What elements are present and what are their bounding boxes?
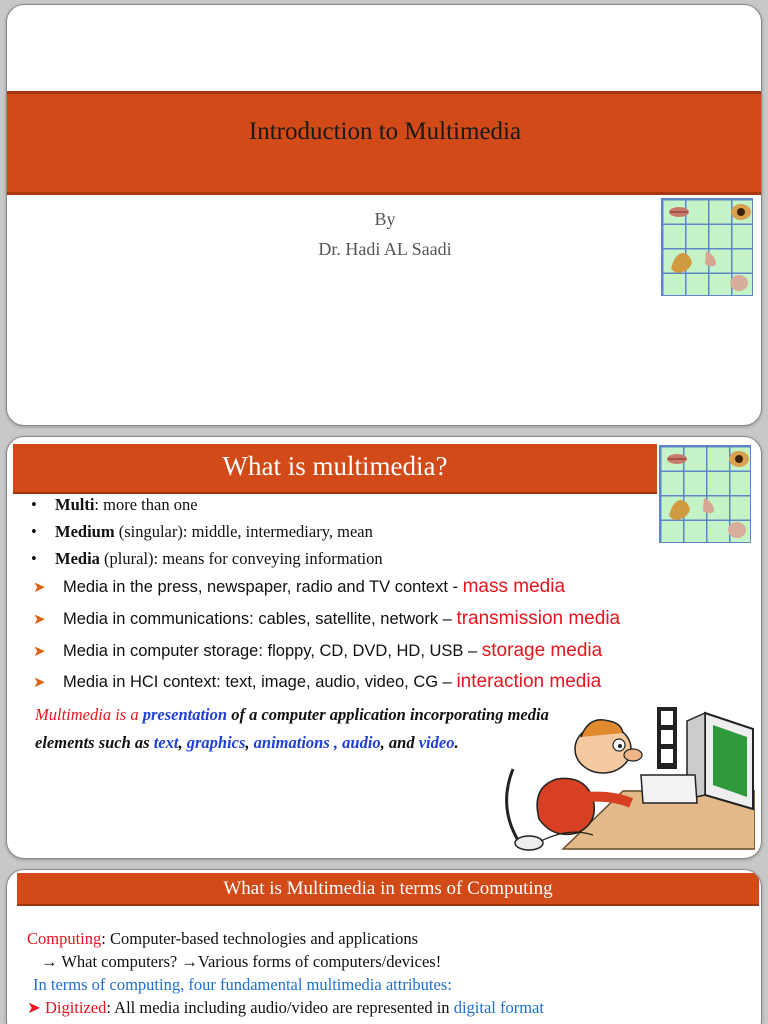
word-graphics: graphics <box>186 733 246 752</box>
word-comma: , <box>245 733 254 752</box>
slide-1-author: Dr. Hadi AL Saadi <box>318 239 452 259</box>
digitized-highlight: digital format <box>453 998 544 1017</box>
media-item-text: Media in computer storage: floppy, CD, DVD, HD, USB – <box>63 642 482 660</box>
word-comma: , <box>178 733 187 752</box>
word-period: . <box>454 733 459 752</box>
ear-icon <box>728 273 750 293</box>
bullet-text: : more than one <box>94 495 198 514</box>
media-item-hci <box>33 671 601 693</box>
slide-3-title: What is Multimedia in terms of Computing <box>223 878 553 899</box>
media-item-highlight: interaction media <box>456 671 602 692</box>
lips-icon <box>668 205 690 219</box>
computing-definition <box>27 929 418 949</box>
bullet-dot-icon: • <box>31 522 37 541</box>
arrow-icon: ➤ <box>27 998 41 1017</box>
bullet-dot-icon: • <box>31 495 37 514</box>
bullet-term: Media <box>55 549 100 568</box>
media-item-text: Media in the press, newspaper, radio and TV context - <box>63 578 463 596</box>
question-text: What computers? <box>57 952 182 971</box>
word-multimedia: Multimedia <box>35 705 112 724</box>
media-item-text: Media in HCI context: text, image, audio, video, CG – <box>63 673 457 691</box>
word-video: video <box>418 733 455 752</box>
slide-2-title: What is multimedia? <box>222 451 448 481</box>
media-item-communications <box>33 608 620 630</box>
word-text: text <box>153 733 179 752</box>
question-answer: Various forms of computers/devices! <box>197 952 442 971</box>
word-and: , and <box>380 733 419 752</box>
bullet-medium <box>31 522 373 542</box>
computing-label: Computing <box>27 929 102 948</box>
media-item-highlight: transmission media <box>456 608 621 629</box>
hand-icon <box>668 249 696 275</box>
digitized-text: : All media including audio/video are represented in <box>106 998 454 1017</box>
media-item-press <box>33 576 565 598</box>
ear-icon <box>726 520 748 540</box>
bullet-term: Medium <box>55 522 115 541</box>
bullet-media <box>31 549 383 569</box>
slide-1-by: By <box>374 209 396 229</box>
digitized-attribute <box>27 998 544 1018</box>
media-item-text: Media in communications: cables, satellite, network – <box>63 610 457 628</box>
word-animations: animations <box>253 733 330 752</box>
hand-icon <box>666 496 694 522</box>
word-presentation: presentation <box>142 705 228 724</box>
word-audio: audio <box>342 733 381 752</box>
eye-icon <box>729 200 753 222</box>
arrow-icon: ➤ <box>33 643 46 660</box>
attributes-intro <box>33 975 452 995</box>
bullet-text: (plural): means for conveying information <box>99 549 383 568</box>
arrow-icon: ➤ <box>33 579 46 596</box>
computers-question <box>41 952 441 972</box>
slide-1-title: Introduction to Multimedia <box>248 118 522 145</box>
attributes-text: In terms of computing, four fundamental multimedia attributes: <box>33 975 452 994</box>
word-comma: , <box>329 733 343 752</box>
eye-icon <box>727 447 751 469</box>
computer-user-cartoon <box>473 699 755 855</box>
media-item-highlight: storage media <box>481 640 603 661</box>
bullet-dot-icon: • <box>31 549 37 568</box>
word-mid: of a computer application incorporating media elements such as <box>35 705 549 752</box>
arrow-icon: ➤ <box>33 674 46 691</box>
media-item-highlight: mass media <box>462 576 566 597</box>
face-parts-image <box>659 445 751 543</box>
slide-1 <box>6 4 762 426</box>
right-arrow-icon: → <box>181 952 198 971</box>
slide-2 <box>6 436 762 859</box>
bullet-term: Multi <box>55 495 95 514</box>
right-arrow-icon: → <box>41 952 58 971</box>
slide-3 <box>6 869 762 1024</box>
nose-icon <box>700 496 718 516</box>
bullet-text: (singular): middle, intermediary, mean <box>114 522 373 541</box>
lips-icon <box>666 452 688 466</box>
bullet-multi <box>31 495 198 515</box>
digitized-label: Digitized <box>44 998 107 1017</box>
media-item-storage <box>33 640 602 662</box>
word-is-a: is a <box>111 705 143 724</box>
nose-icon <box>702 249 720 269</box>
face-parts-image <box>661 198 753 296</box>
computing-text: : Computer-based technologies and applications <box>101 929 419 948</box>
arrow-icon: ➤ <box>33 611 46 628</box>
